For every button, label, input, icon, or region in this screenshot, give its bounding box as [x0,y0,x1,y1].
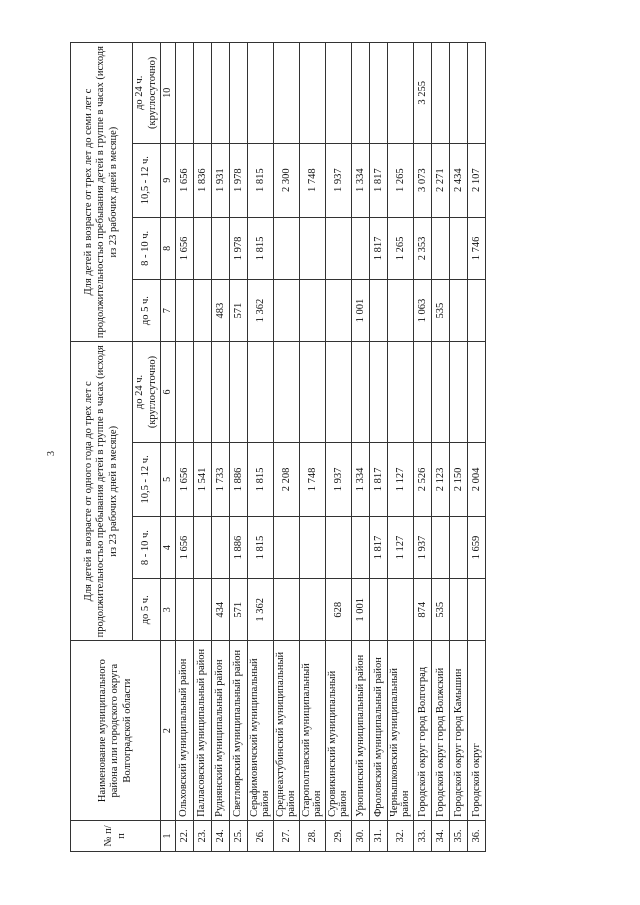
fee-value-c4: 1 815 [247,516,273,578]
fee-value-c9: 2 271 [431,143,449,217]
fee-value-c10 [431,43,449,144]
municipality-name: Городской округ город Волжский [431,641,449,820]
fee-value-c4: 1 659 [467,516,485,578]
fee-value-c10 [449,43,467,144]
subheader-g2-8-10h: 8 - 10 ч. [133,217,161,279]
fee-value-c4 [193,516,211,578]
table-row [387,43,413,852]
fee-value-c6 [351,342,369,443]
fee-value-c5: 2 208 [273,442,299,516]
fee-value-c7: 1 362 [247,280,273,342]
page-number: 3 [46,451,57,456]
header-group-1-3: Для детей в возрасте от одного года до трех лет с продолжительностью пребывания детей в группе в часах (исходя из 23 рабочих дней в месяце) [71,342,133,641]
fee-value-c7 [193,280,211,342]
fee-value-c3 [387,579,413,641]
fee-value-c6 [299,342,325,443]
table-row [193,43,211,852]
fee-value-c5: 2 004 [467,442,485,516]
fee-value-c8: 1 815 [247,217,273,279]
fee-value-c5: 1 541 [193,442,211,516]
fee-value-c6 [229,342,247,443]
fee-value-c9: 1 815 [247,143,273,217]
fee-value-c6 [175,342,193,443]
table-row [449,43,467,852]
fee-value-c7: 1 063 [413,280,431,342]
fee-value-c8: 1 978 [229,217,247,279]
fee-value-c7 [325,280,351,342]
fee-value-c5: 1 656 [175,442,193,516]
header-group-3-7: Для детей в возрасте от трех лет до семи лет с продолжительностью пребывания детей в группе в часах (исходя из 23 рабочих дней в месяце) [71,43,133,342]
fee-value-c8: 2 353 [413,217,431,279]
row-number: 35. [449,820,467,851]
table-row [229,43,247,852]
row-number: 26. [247,820,273,851]
table-row [369,43,387,852]
fee-value-c3 [273,579,299,641]
fee-value-c3: 434 [211,579,229,641]
fee-value-c3 [299,579,325,641]
municipality-name: Руднянский муниципальный район [211,641,229,820]
fee-value-c5: 2 150 [449,442,467,516]
fee-value-c7 [175,280,193,342]
fee-value-c10 [175,43,193,144]
fee-value-c10 [273,43,299,144]
table-row [299,43,325,852]
municipality-name: Городской округ город Волгоград [413,641,431,820]
fee-value-c4 [351,516,369,578]
fee-value-c9: 1 931 [211,143,229,217]
fee-value-c9: 3 073 [413,143,431,217]
row-number: 33. [413,820,431,851]
row-number: 22. [175,820,193,851]
fee-value-c3 [467,579,485,641]
fee-value-c8 [449,217,467,279]
fee-value-c6 [369,342,387,443]
fee-value-c7: 1 001 [351,280,369,342]
row-number: 32. [387,820,413,851]
column-number: 2 [161,641,176,820]
fee-value-c4 [211,516,229,578]
table-row [467,43,485,852]
fee-value-c9: 1 265 [387,143,413,217]
fee-value-c10 [299,43,325,144]
fee-value-c9: 1 334 [351,143,369,217]
fee-value-c8 [299,217,325,279]
column-number: 9 [161,143,176,217]
row-number: 23. [193,820,211,851]
subheader-g2-up-to-5h: до 5 ч. [133,280,161,342]
fee-value-c6 [413,342,431,443]
tariff-table-sheet [70,42,550,852]
fee-value-c9: 2 107 [467,143,485,217]
fee-value-c8: 1 656 [175,217,193,279]
subheader-g1-24h: до 24 ч. (круглосуточно) [133,342,161,443]
table-row [175,43,193,852]
row-number: 34. [431,820,449,851]
fee-value-c8 [193,217,211,279]
fee-value-c5: 1 733 [211,442,229,516]
fee-value-c8 [325,217,351,279]
column-number: 8 [161,217,176,279]
fee-value-c7 [387,280,413,342]
fee-value-c3: 1 001 [351,579,369,641]
fee-value-c5: 1 817 [369,442,387,516]
header-no: № п/п [71,820,161,851]
subheader-g2-24h: до 24 ч. (круглосуточно) [133,43,161,144]
fee-value-c9: 1 817 [369,143,387,217]
fee-value-c6 [193,342,211,443]
fee-value-c8 [211,217,229,279]
subheader-g1-10-12h: 10,5 - 12 ч. [133,442,161,516]
municipality-name: Палласовский муниципальный район [193,641,211,820]
fee-value-c7 [467,280,485,342]
row-number: 28. [299,820,325,851]
row-number: 31. [369,820,387,851]
fee-value-c5: 1 937 [325,442,351,516]
fee-value-c4 [325,516,351,578]
fee-value-c6 [467,342,485,443]
municipality-name: Городской округ город Камышин [449,641,467,820]
row-number: 36. [467,820,485,851]
row-number: 27. [273,820,299,851]
municipality-name: Урюпинский муниципальный район [351,641,369,820]
fee-value-c4 [273,516,299,578]
fee-value-c7: 483 [211,280,229,342]
table-row [431,43,449,852]
fee-value-c8: 1 746 [467,217,485,279]
table-row [273,43,299,852]
municipality-name: Среднеахтубинский муниципальный район [273,641,299,820]
fee-value-c10 [467,43,485,144]
fee-value-c5: 1 886 [229,442,247,516]
fee-value-c6 [273,342,299,443]
fee-value-c4: 1 127 [387,516,413,578]
fee-value-c6 [431,342,449,443]
fee-value-c7 [273,280,299,342]
fee-value-c10 [387,43,413,144]
fee-value-c9: 1 656 [175,143,193,217]
fee-value-c6 [211,342,229,443]
fee-value-c6 [449,342,467,443]
fee-value-c7: 535 [431,280,449,342]
municipality-name: Серафимовичский муниципальный район [247,641,273,820]
fee-value-c7 [449,280,467,342]
tariff-table [70,42,486,852]
fee-value-c7: 571 [229,280,247,342]
row-number: 30. [351,820,369,851]
fee-value-c10 [229,43,247,144]
fee-value-c8: 1 817 [369,217,387,279]
fee-value-c3 [369,579,387,641]
fee-value-c3 [175,579,193,641]
fee-value-c5: 1 748 [299,442,325,516]
fee-value-c8 [351,217,369,279]
fee-value-c3 [193,579,211,641]
fee-value-c10 [247,43,273,144]
municipality-name: Старополтавский муниципальный район [299,641,325,820]
fee-value-c5: 1 127 [387,442,413,516]
fee-value-c9: 2 300 [273,143,299,217]
fee-value-c8 [431,217,449,279]
row-number: 24. [211,820,229,851]
row-number: 25. [229,820,247,851]
column-number: 5 [161,442,176,516]
fee-value-c9: 1 978 [229,143,247,217]
column-number: 4 [161,516,176,578]
fee-value-c3 [449,579,467,641]
municipality-name: Ольховский муниципальный район [175,641,193,820]
fee-value-c9: 1 937 [325,143,351,217]
fee-value-c10 [351,43,369,144]
fee-value-c10 [211,43,229,144]
fee-value-c8: 1 265 [387,217,413,279]
fee-value-c10 [193,43,211,144]
fee-value-c5: 2 526 [413,442,431,516]
municipality-name: Светлоярский муниципальный район [229,641,247,820]
table-row [247,43,273,852]
fee-value-c6 [247,342,273,443]
fee-value-c7 [299,280,325,342]
subheader-g2-10-12h: 10,5 - 12 ч. [133,143,161,217]
fee-value-c10 [369,43,387,144]
fee-value-c9: 1 836 [193,143,211,217]
fee-value-c6 [387,342,413,443]
column-number: 3 [161,579,176,641]
subheader-g1-up-to-5h: до 5 ч. [133,579,161,641]
subheader-g1-8-10h: 8 - 10 ч. [133,516,161,578]
fee-value-c4 [431,516,449,578]
fee-value-c3: 571 [229,579,247,641]
fee-value-c6 [325,342,351,443]
fee-value-c4: 1 656 [175,516,193,578]
row-number: 29. [325,820,351,851]
fee-value-c5: 2 123 [431,442,449,516]
column-number: 6 [161,342,176,443]
municipality-name: Городской округ [467,641,485,820]
fee-value-c5: 1 815 [247,442,273,516]
column-number: 10 [161,43,176,144]
fee-value-c3: 874 [413,579,431,641]
fee-value-c5: 1 334 [351,442,369,516]
fee-value-c8 [273,217,299,279]
fee-value-c9: 2 434 [449,143,467,217]
fee-value-c4: 1 817 [369,516,387,578]
table-row [351,43,369,852]
fee-value-c4 [449,516,467,578]
fee-value-c3: 535 [431,579,449,641]
fee-value-c4: 1 937 [413,516,431,578]
table-body [175,43,485,852]
fee-value-c10: 3 255 [413,43,431,144]
column-number: 1 [161,820,176,851]
column-number: 7 [161,280,176,342]
header-name: Наименование муниципального района или городского округа Волгоградской области [71,641,161,820]
fee-value-c9: 1 748 [299,143,325,217]
municipality-name: Фроловский муниципальный район [369,641,387,820]
fee-value-c4: 1 886 [229,516,247,578]
table-row [325,43,351,852]
fee-value-c7 [369,280,387,342]
table-row [211,43,229,852]
municipality-name: Суровикинский муниципальный район [325,641,351,820]
municipality-name: Чернышковский муниципальный район [387,641,413,820]
fee-value-c4 [299,516,325,578]
table-row [413,43,431,852]
fee-value-c10 [325,43,351,144]
fee-value-c3: 628 [325,579,351,641]
fee-value-c3: 1 362 [247,579,273,641]
